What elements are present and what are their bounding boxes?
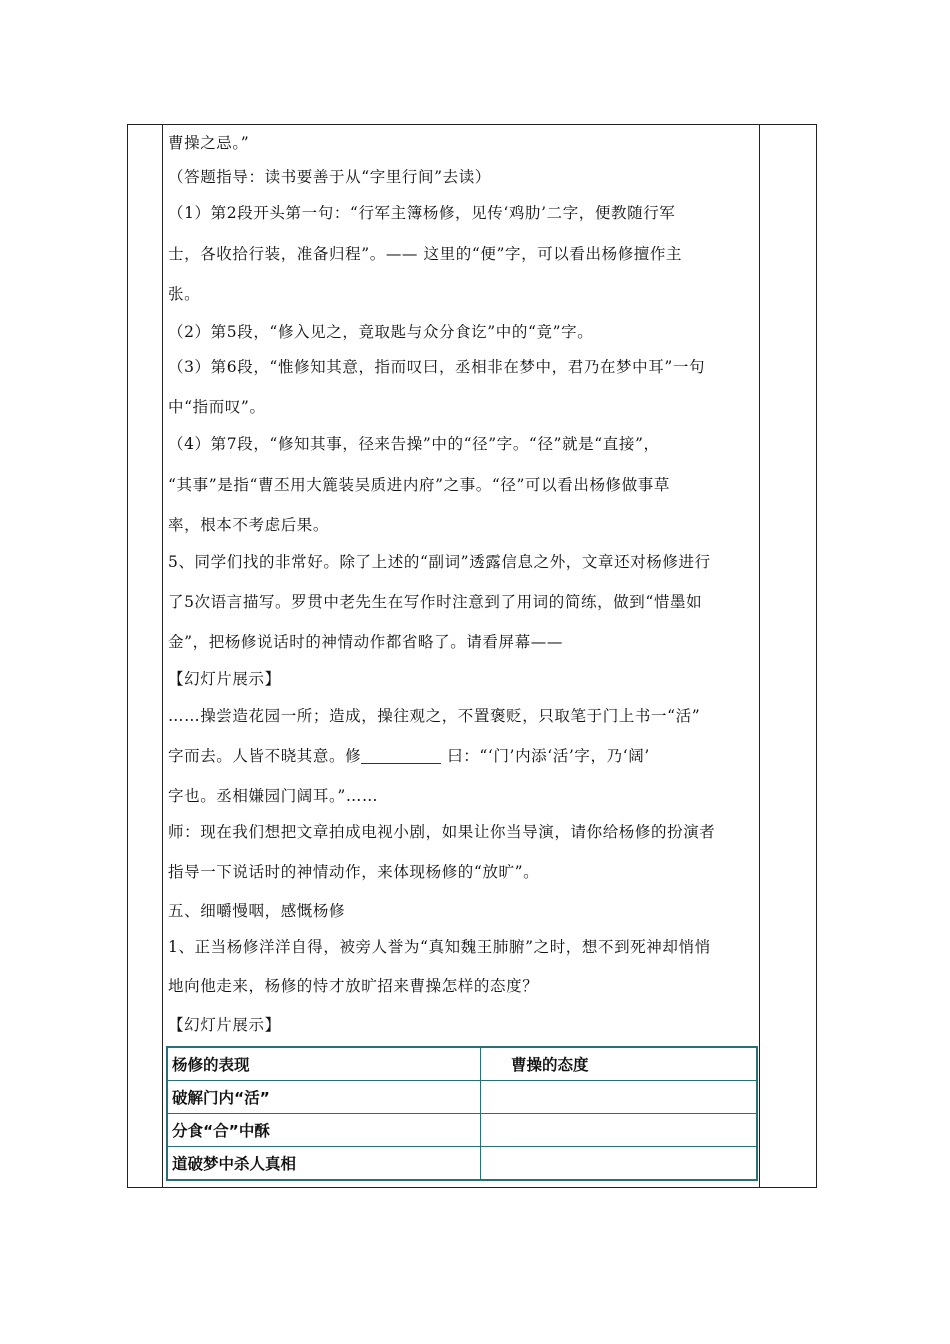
text-line: 【幻灯片展示】: [168, 670, 281, 688]
table-header-row: [167, 1047, 757, 1081]
text-line: 【幻灯片展示】: [168, 1016, 281, 1034]
section-heading: 五、细嚼慢咽，感慨杨修: [168, 902, 346, 920]
table-header-cell: 杨修的表现: [167, 1047, 481, 1081]
right-column-divider: [759, 125, 760, 1187]
left-column-divider: [162, 125, 163, 1187]
text-line: 了5次语言描写。罗贯中老先生在写作时注意到了用词的简练，做到“惜墨如: [168, 593, 703, 611]
text-line: 字也。丞相嫌园门阔耳。”……: [168, 787, 379, 805]
table-cell: 道破梦中杀人真相: [167, 1147, 481, 1181]
text-line: 指导一下说话时的神情动作，来体现杨修的“放旷”。: [168, 863, 540, 881]
text-line: 地向他走来，杨修的恃才放旷招来曹操怎样的态度？: [168, 977, 539, 995]
text-line: （1）第2段开头第一句：“行军主簿杨修，见传‘鸡肋’二字，便教随行军: [168, 204, 676, 222]
text-line: （4）第7段，“修知其事，径来告操”中的“径”字。“径”就是“直接”，: [168, 435, 660, 453]
text-line: 率，根本不考虑后果。: [168, 516, 330, 534]
text-line: （答题指导：读书要善于从“字里行间”去读）: [168, 168, 491, 186]
text-line: 金”，把杨修说话时的神情动作都省略了。请看屏幕——: [168, 633, 563, 651]
text-line: 师：现在我们想把文章拍成电视小剧，如果让你当导演，请你给杨修的扮演者: [168, 823, 716, 841]
blank-before-text: 字而去。人皆不晓其意。修: [168, 747, 362, 765]
text-line: （2）第5段，“修入见之，竟取匙与众分食讫”中的“竟”字。: [168, 323, 594, 341]
text-line: 张。: [168, 285, 201, 303]
comparison-table: [166, 1046, 758, 1181]
table-cell: 分食“合”中酥: [167, 1114, 481, 1147]
text-line: ……操尝造花园一所；造成，操往观之，不置褒贬，只取笔于门上书一“活”: [168, 707, 701, 725]
table-cell-empty: [481, 1081, 758, 1114]
text-line: 5、同学们找的非常好。除了上述的“副词”透露信息之外，文章还对杨修进行: [168, 553, 711, 571]
table-cell-empty: [481, 1114, 758, 1147]
table-header-cell: 曹操的态度: [481, 1047, 758, 1081]
text-line: 士，各收拾行装，准备归程”。—— 这里的“便”字，可以看出杨修擅作主: [168, 245, 683, 263]
table-row: [167, 1147, 757, 1181]
table-row: [167, 1114, 757, 1147]
blank-after-text: 曰：“‘门’内添‘活’字，乃‘阔’: [447, 747, 650, 765]
text-line-with-blank: [168, 744, 650, 766]
table-cell-empty: [481, 1147, 758, 1181]
text-line: 曹操之忌。”: [168, 134, 250, 152]
text-line: （3）第6段，“惟修知其意，指而叹曰，丞相非在梦中，君乃在梦中耳”一句: [168, 358, 706, 376]
table-cell: 破解门内“活”: [167, 1081, 481, 1114]
text-line: “其事”是指“曹丕用大簏装吴质进内府”之事。“径”可以看出杨修做事草: [168, 476, 670, 494]
fill-in-blank[interactable]: [361, 749, 441, 764]
text-line: 1、正当杨修洋洋自得，被旁人誉为“真知魏王肺腑”之时，想不到死神却悄悄: [168, 938, 711, 956]
table-row: [167, 1081, 757, 1114]
text-line: 中“指而叹”。: [168, 398, 266, 416]
